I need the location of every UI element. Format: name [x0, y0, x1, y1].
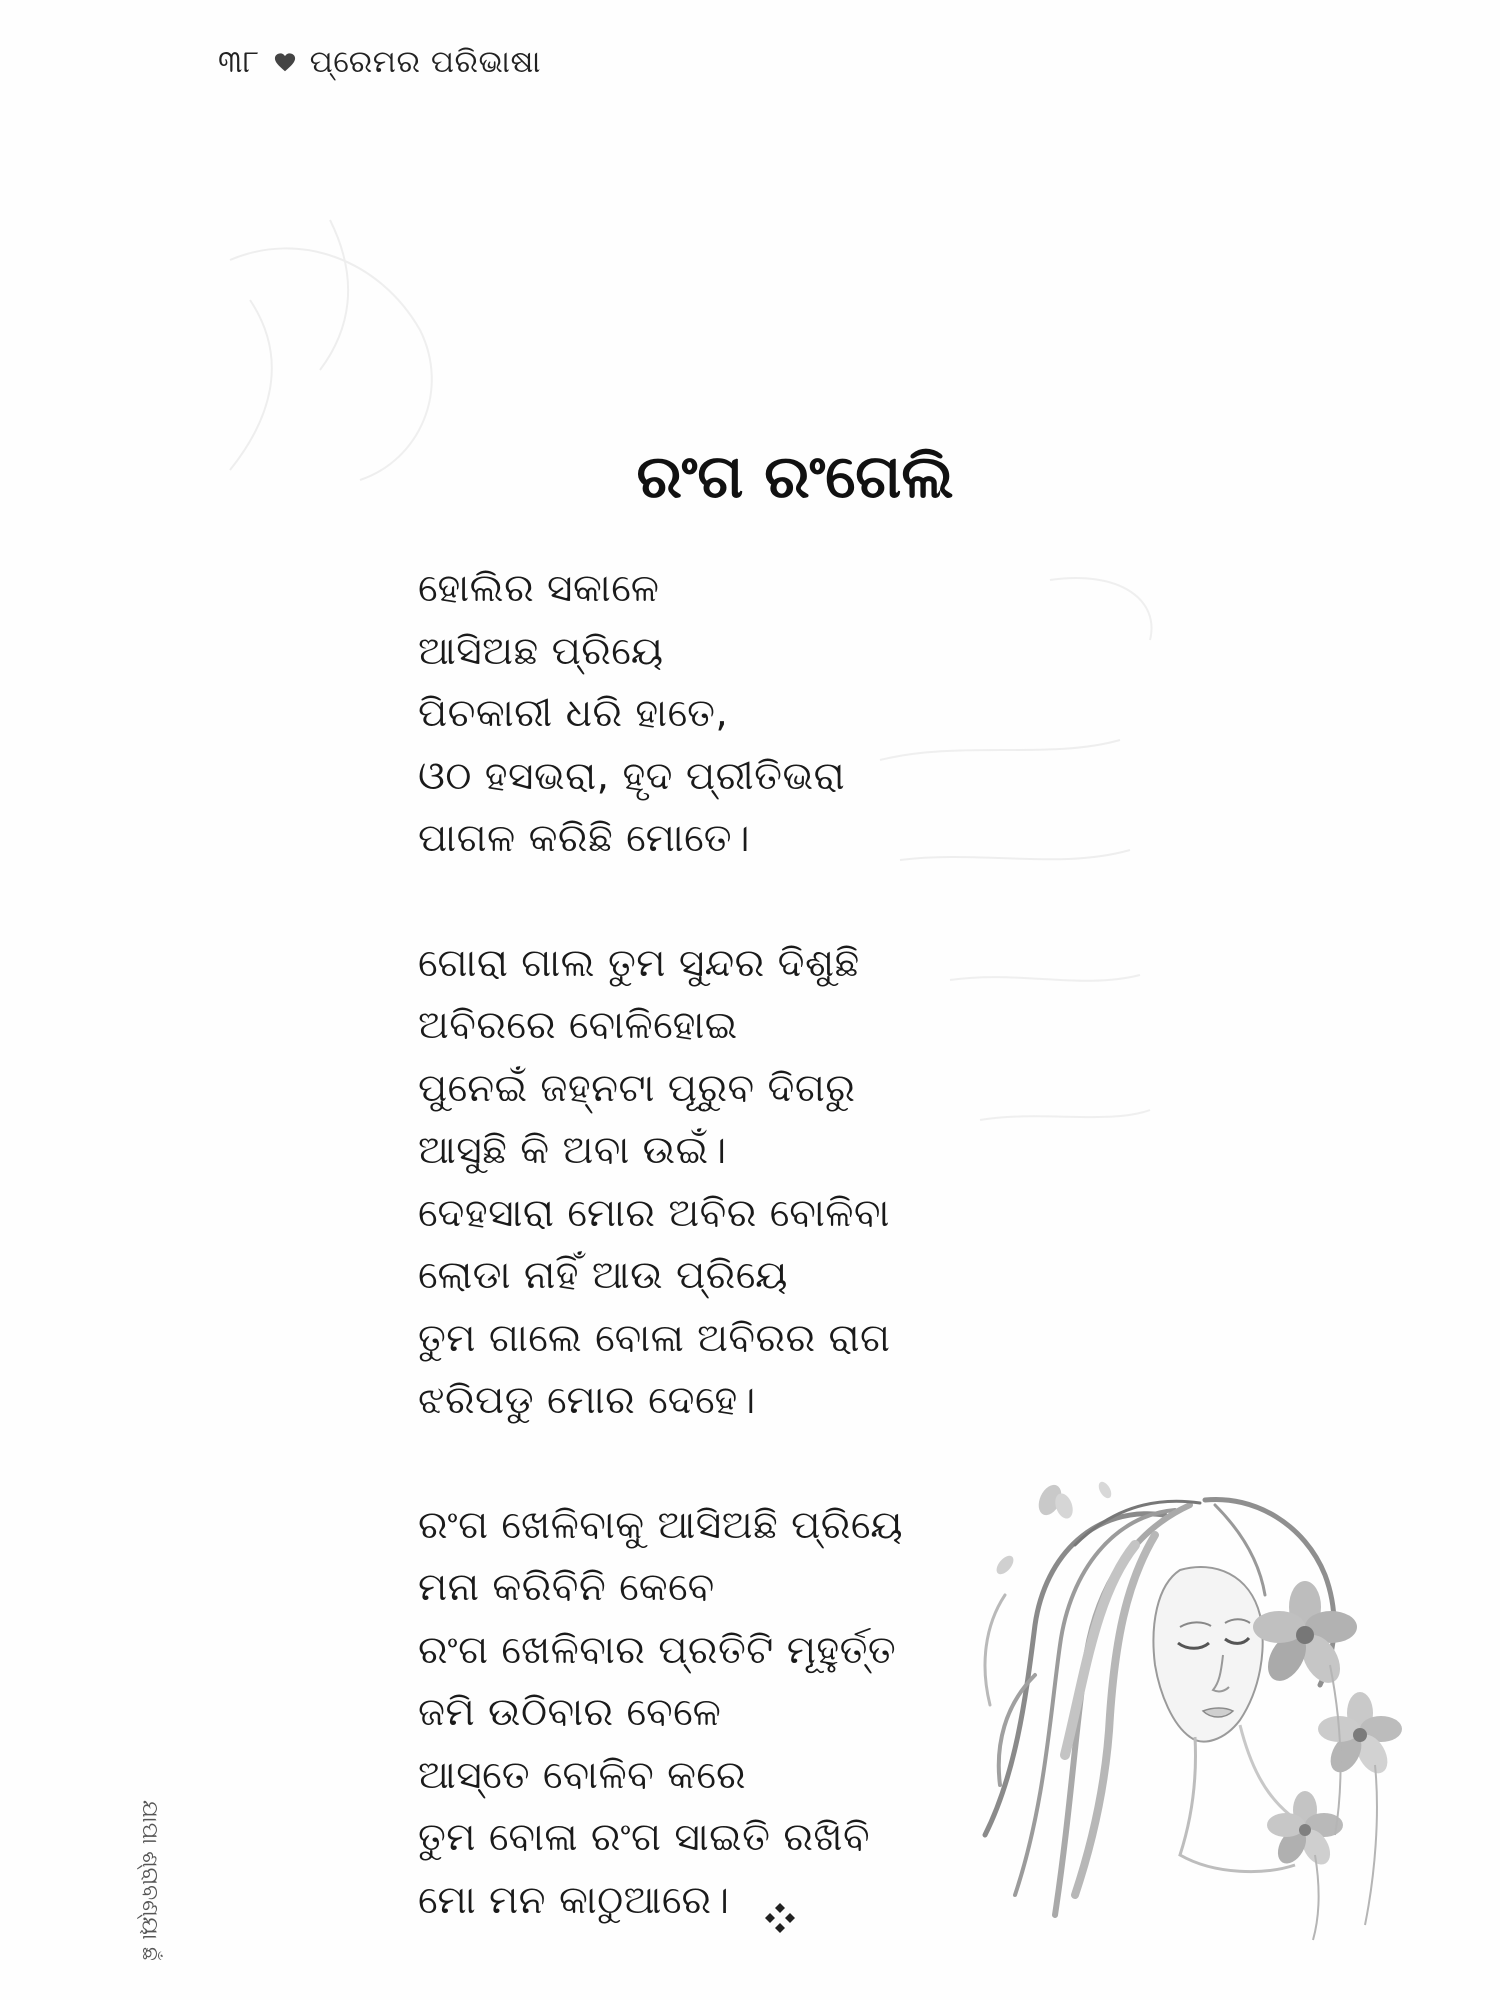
verse-line: ତୁମ ଗାଲେ ବୋଳା ଅବିରର ରାଗ	[418, 1315, 891, 1361]
running-header	[218, 44, 541, 81]
verse-line: ପୁନେଇଁ ଜହ୍ନଟା ପୂରୁବ ଦିଗରୁ	[418, 1065, 856, 1111]
verse-line: ଅବିରରେ ବୋଳିହୋଇ	[418, 1003, 738, 1048]
illustration-credit: ଯାପା ଶ୍ରାବଣ୍ୟା ଛଁ	[137, 1800, 162, 1961]
verse-line: ଆସୁଛି କି ଅବା ଉଇଁ।	[418, 1128, 727, 1173]
verse-line: ପିଚକାରୀ ଧରି ହାତେ,	[418, 691, 729, 736]
verse-line: ରଂଗ ଖେଳିବାକୁ ଆସିଅଛି ପ୍ରିୟେ	[418, 1502, 904, 1548]
woman-with-flowers-illustration	[975, 1475, 1415, 1945]
verse-line: ତୁମ ବୋଳା ରଂଗ ସାଇତି ରଖିବି	[418, 1815, 871, 1860]
poem-body	[418, 558, 903, 1932]
heart-icon	[274, 52, 296, 74]
verse-line: ଆସ୍ତେ ବୋଳିବ କରେ	[418, 1752, 747, 1798]
verse-line: ରଂଗ ଖେଳିବାର ପ୍ରତିଟି ମୂହୁର୍ତ୍ତ	[418, 1627, 897, 1673]
verse-line: ମୋ ମନ କାଠୁଆରେ।	[418, 1877, 730, 1923]
stanza-3	[418, 1495, 903, 1933]
verse-line: ଝରିପଡୁ ମୋର ଦେହେ।	[418, 1378, 756, 1423]
verse-line: ଦେହସାରା ମୋର ଅବିର ବୋଳିବା	[418, 1190, 890, 1236]
book-title: ପ୍ରେମର ପରିଭାଷା	[309, 44, 541, 80]
verse-line: ଜମି ଉଠିବାର ବେଳେ	[418, 1690, 722, 1735]
verse-line: ଲୋଡା ନାହିଁ ଆଉ ପ୍ରିୟେ	[418, 1253, 788, 1298]
four-diamond-ornament-icon	[762, 1900, 798, 1936]
stanza-1	[418, 558, 903, 871]
verse-line: ପାଗଳ କରିଛି ମୋତେ।	[418, 816, 751, 861]
verse-line: ଓଠ ହସଭରା, ହୃଦ ପ୍ରୀତିଭରା	[418, 753, 846, 799]
poem-title: ରଂଗ ରଂଗେଲି	[636, 442, 954, 513]
stanza-2	[418, 933, 903, 1433]
verse-line: ଗୋରା ଗାଲ ତୁମ ସୁନ୍ଦର ଦିଶୁଛି	[418, 940, 860, 986]
verse-line: ହୋଲିର ସକାଳେ	[418, 566, 660, 611]
verse-line: ମନା କରିବିନି କେବେ	[418, 1565, 715, 1610]
page-number: ୩୮	[218, 44, 260, 80]
verse-line: ଆସିଅଛ ପ୍ରିୟେ	[418, 628, 664, 674]
